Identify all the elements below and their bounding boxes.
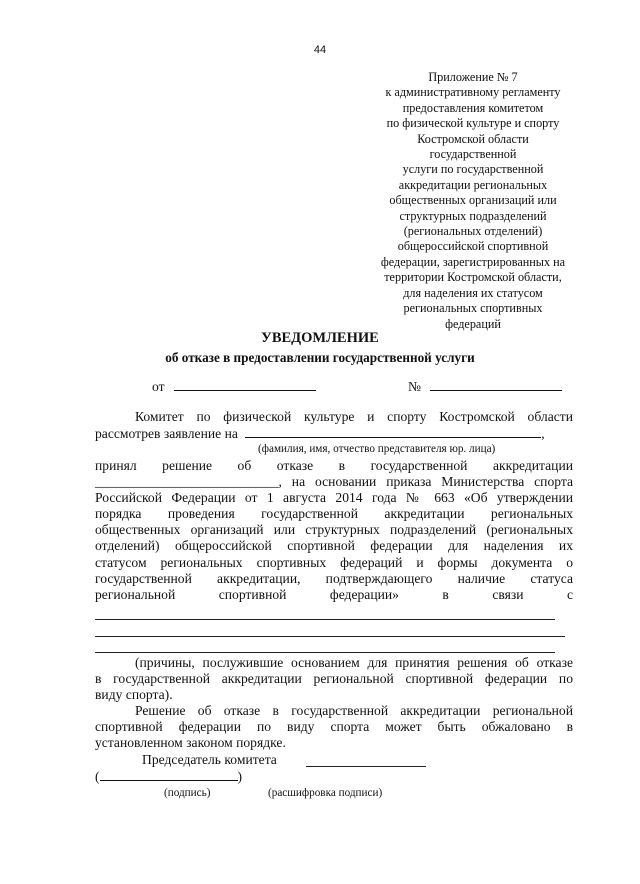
decision-paragraph	[95, 458, 573, 603]
appendix-line: общественных организаций или	[389, 193, 557, 208]
decision-line: ___________________________, на основании приказа Министерства спорта	[95, 474, 573, 490]
chairman-label: Председатель комитета	[142, 752, 277, 767]
decision-line: статусом региональных спортивных федераций и формы документа о	[95, 554, 573, 570]
decode-blank[interactable]	[100, 768, 238, 781]
number-blank[interactable]	[430, 378, 562, 391]
date-blank[interactable]	[174, 378, 316, 391]
reasons-paragraph	[95, 655, 573, 703]
decision-line: государственной аккредитации, подтверждающего наличие статуса	[95, 570, 573, 586]
appendix-line: (региональных отделений)	[403, 224, 543, 239]
reasons-line: виду спорта).	[95, 687, 173, 703]
appendix-line: территории Костромской области,	[384, 270, 562, 285]
signature-open-paren: (	[95, 769, 100, 784]
applicant-blank[interactable]	[245, 425, 541, 438]
page-number: 44	[313, 44, 327, 56]
appeal-line: установленном законом порядке.	[95, 735, 286, 751]
document-title: УВЕДОМЛЕНИЕ	[261, 330, 379, 346]
reason-blank-line[interactable]	[95, 636, 565, 637]
signature-caption: (подпись)	[164, 787, 211, 799]
appeal-line: Решение об отказе в государственной аккредитации региональной	[135, 703, 573, 718]
appendix-line: Костромской области	[417, 131, 529, 146]
intro-line-2-row	[95, 425, 545, 442]
number-label: №	[408, 379, 421, 394]
reasons-line: в государственной аккредитации региональной спортивной федерации по	[95, 671, 573, 687]
signature-close-paren: )	[237, 769, 243, 784]
appendix-line: предоставления комитетом	[402, 100, 544, 115]
number-field-row	[408, 378, 562, 395]
appendix-line: для наделения их статусом	[403, 285, 543, 300]
appendix-line: услуги по государственной	[402, 162, 544, 177]
decision-line: порядка проведения государственной аккредитации региональных	[95, 506, 573, 522]
intro-comma: ,	[541, 426, 545, 441]
reasons-line: (причины, послужившие основанием для принятия решения об отказе	[135, 655, 573, 670]
appeal-paragraph	[95, 703, 573, 751]
appendix-line: по физической культуре и спорту	[386, 116, 560, 131]
decode-field-row	[95, 768, 242, 785]
appendix-block	[368, 70, 578, 332]
decision-line: принял решение об отказе в государственной аккредитации	[95, 458, 573, 473]
appendix-line: общероссийской спортивной	[397, 239, 549, 254]
appendix-line: к административному регламенту	[385, 85, 561, 100]
intro-line-2: рассмотрев заявление на	[95, 426, 238, 441]
reason-blank-line[interactable]	[95, 652, 555, 653]
date-label: от	[152, 379, 165, 394]
appendix-line: аккредитации региональных	[398, 177, 548, 192]
decision-line: отделений) общероссийской спортивной федерации для наделения их	[95, 538, 573, 554]
signature-blank[interactable]	[306, 766, 426, 767]
decision-line: общественных организаций или структурных подразделений (региональных	[95, 522, 573, 538]
appendix-line: Приложение № 7	[428, 70, 518, 84]
date-field-row	[152, 378, 316, 395]
decode-caption: (расшифровка подписи)	[268, 787, 383, 799]
appendix-line: государственной	[429, 147, 517, 162]
appeal-line: спортивной федерации по виду спорта может быть обжаловано в	[95, 719, 573, 735]
applicant-caption: (фамилия, имя, отчество представителя юр. лица)	[258, 443, 496, 455]
document-subtitle: об отказе в предоставлении государственной услуги	[165, 350, 475, 365]
decision-line: региональной спортивной федерации» в связи с	[95, 586, 573, 602]
intro-line-1: Комитет по физической культуре и спорту Костромской области	[135, 409, 573, 424]
appendix-line: структурных подразделений	[399, 208, 547, 223]
appendix-line: федераций	[445, 316, 501, 331]
appendix-line: региональных спортивных	[403, 301, 543, 316]
decision-line: Российской Федерации от 1 августа 2014 года № 663 «Об утверждении	[95, 490, 573, 506]
reason-blank-line[interactable]	[95, 619, 555, 620]
appendix-line: федерации, зарегистрированных на	[380, 254, 566, 269]
